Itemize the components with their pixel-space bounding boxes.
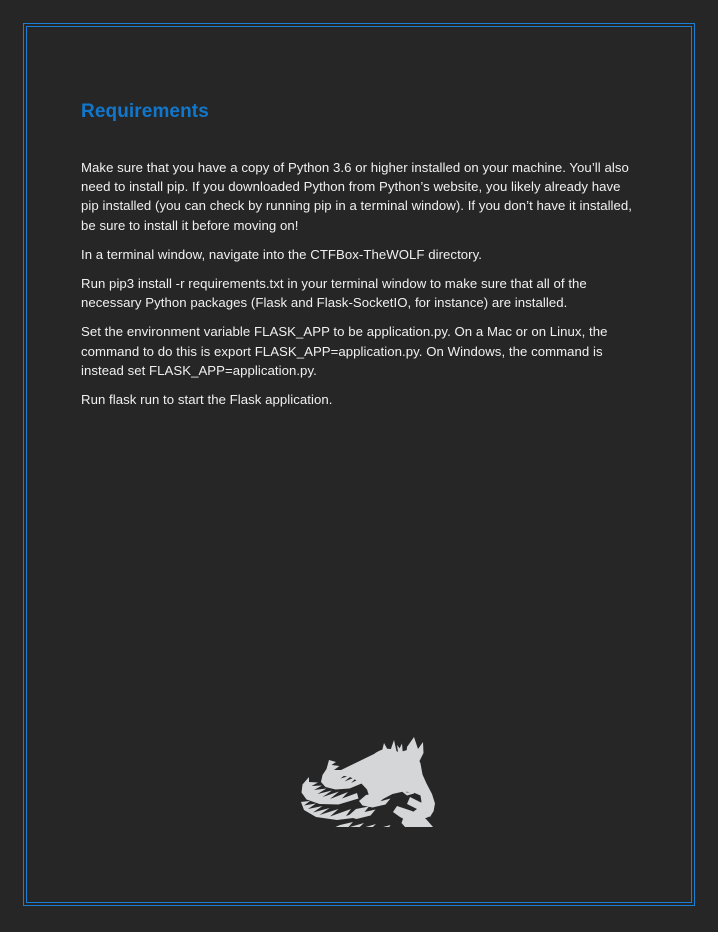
paragraph-python-prerequisites: Make sure that you have a copy of Python 3.6 or higher installed on your machine. You’ll also need to install pip. If you downloaded Python from Python’s website, you likely already have pip installed (you can check by running pip in a terminal window). If you don’t have it installed, be sure to install it before moving on! (81, 160, 633, 233)
paragraph-set-flask-app-env: Set the environment variable FLASK_APP to be application.py. On a Mac or on Linux, the command to do this is export FLASK_APP=application.py. On Windows, the command is instead set FLASK_APP=application.py. (81, 324, 608, 378)
paragraph-install-requirements: Run pip3 install -r requirements.txt in your terminal window to make sure that all of the necessary Python packages (Flask and Flask-SocketIO, for instance) are installed. (81, 276, 587, 311)
paragraph-navigate-directory: In a terminal window, navigate into the CTFBox-TheWOLF directory. (81, 246, 482, 262)
wolf-head-logo (281, 727, 441, 827)
paragraph-run-flask: Run flask run to start the Flask application. (81, 392, 333, 408)
document-body (81, 100, 637, 409)
page-title: Requirements (81, 101, 209, 122)
